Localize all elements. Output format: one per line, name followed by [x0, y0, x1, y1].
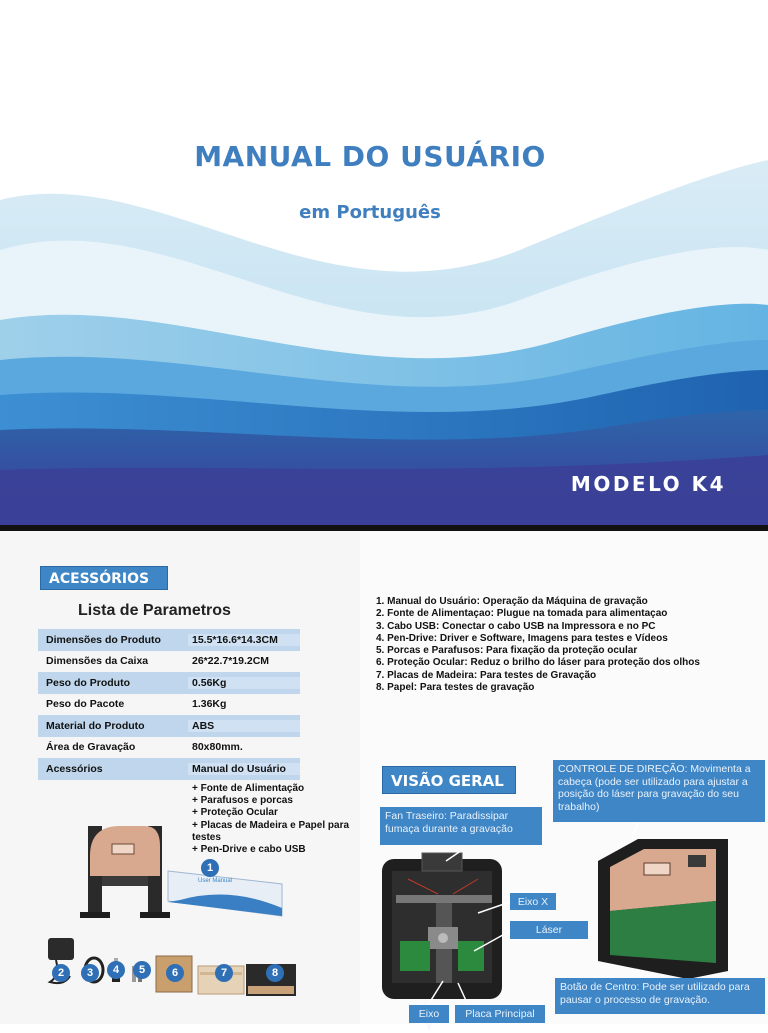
table-row: [38, 758, 300, 780]
param-key: Acessórios: [46, 762, 103, 775]
list-item: + Parafusos e porcas: [192, 795, 293, 807]
param-value: 0.56Kg: [188, 677, 300, 689]
list-item: 1. Manual do Usuário: Operação da Máquina de gravação: [376, 596, 648, 607]
param-value: 80x80mm.: [192, 741, 243, 754]
list-item: + Pen-Drive e cabo USB: [192, 844, 306, 856]
param-value: 15.5*16.6*14.3CM: [188, 634, 300, 646]
manual-inner-spread: [0, 531, 768, 1033]
accessory-description-list: [376, 596, 700, 694]
parameter-list-title: Lista de Parametros: [78, 602, 231, 619]
item-number-badge: 2: [52, 964, 70, 982]
model-label: MODELO K4: [570, 472, 726, 496]
item-number-badge: 3: [81, 964, 99, 982]
list-item: + Placas de Madeira e Papel para testes: [192, 819, 350, 843]
param-key: Peso do Pacote: [46, 698, 125, 711]
param-value: 1.36Kg: [192, 698, 227, 711]
manual-title: MANUAL DO USUÁRIO: [194, 140, 546, 173]
y-axis-callout: Eixo Y: [409, 1005, 449, 1023]
list-item: + Proteção Ocular: [192, 807, 278, 819]
param-key: Material do Produto: [46, 719, 145, 732]
item-number-badge: 7: [215, 964, 233, 982]
param-value: Manual do Usuário: [188, 763, 300, 775]
laser-callout: Láser: [510, 921, 588, 939]
list-item: 3. Cabo USB: Conectar o cabo USB na Impressora e no PC: [376, 620, 656, 632]
center-button-callout: Botão de Centro: Pode ser utilizado para pausar o processo de gravação.: [555, 978, 765, 1014]
list-item: 6. Proteção Ocular: Reduz o brilho do láser para proteção dos olhos: [376, 657, 700, 669]
table-row: [38, 672, 300, 694]
table-row: [38, 694, 300, 716]
rear-fan-callout: Fan Traseiro: Paradissipar fumaça durante a gravação: [380, 807, 542, 845]
list-item: 8. Papel: Para testes de gravação: [376, 682, 535, 694]
param-key: Área de Gravação: [46, 741, 136, 754]
item-number-badge: 6: [166, 964, 184, 982]
item-number-badge: 8: [266, 964, 284, 982]
item-number-badge: 5: [133, 961, 151, 979]
param-value: ABS: [188, 720, 300, 732]
item-number-badge: 4: [107, 961, 125, 979]
param-key: Dimensões do Produto: [46, 633, 161, 646]
manual-booklet-label: User Manual: [198, 878, 233, 884]
main-board-callout: Placa Principal: [455, 1005, 545, 1023]
list-item: + Fonte de Alimentação: [192, 783, 305, 794]
x-axis-callout: Eixo X: [510, 893, 556, 910]
engraver-3d-photo: [588, 831, 738, 981]
item-number-badge: 1: [201, 859, 219, 877]
accessories-tag: ACESSÓRIOS: [40, 566, 168, 590]
table-row: [38, 715, 300, 737]
list-item: 5. Porcas e Parafusos: Para fixação da proteção ocular: [376, 645, 638, 657]
list-item: 2. Fonte de Alimentaçao: Plugue na tomada para alimentaçao: [376, 608, 668, 620]
table-row: [38, 737, 300, 759]
accessories-photo: [20, 816, 360, 1024]
table-row: [38, 651, 300, 673]
param-value: 26*22.7*19.2CM: [192, 655, 270, 668]
param-key: Dimensões da Caixa: [46, 655, 149, 668]
overview-tag: VISÃO GERAL: [382, 766, 516, 794]
manual-subtitle: em Português: [299, 202, 441, 223]
param-key: Peso do Produto: [46, 676, 130, 689]
table-row: [38, 629, 300, 651]
parameter-table: [38, 629, 300, 780]
direction-control-callout: CONTROLE DE DIREÇÃO: Movimenta a cabeça (pode ser utilizado para ajustar a posição do láser para gravação do seu trabalho): [553, 760, 765, 822]
list-item: 7. Placas de Madeira: Para testes de Gravação: [376, 669, 597, 681]
list-item: 4. Pen-Drive: Driver e Software, Imagens para testes e Vídeos: [376, 632, 668, 644]
